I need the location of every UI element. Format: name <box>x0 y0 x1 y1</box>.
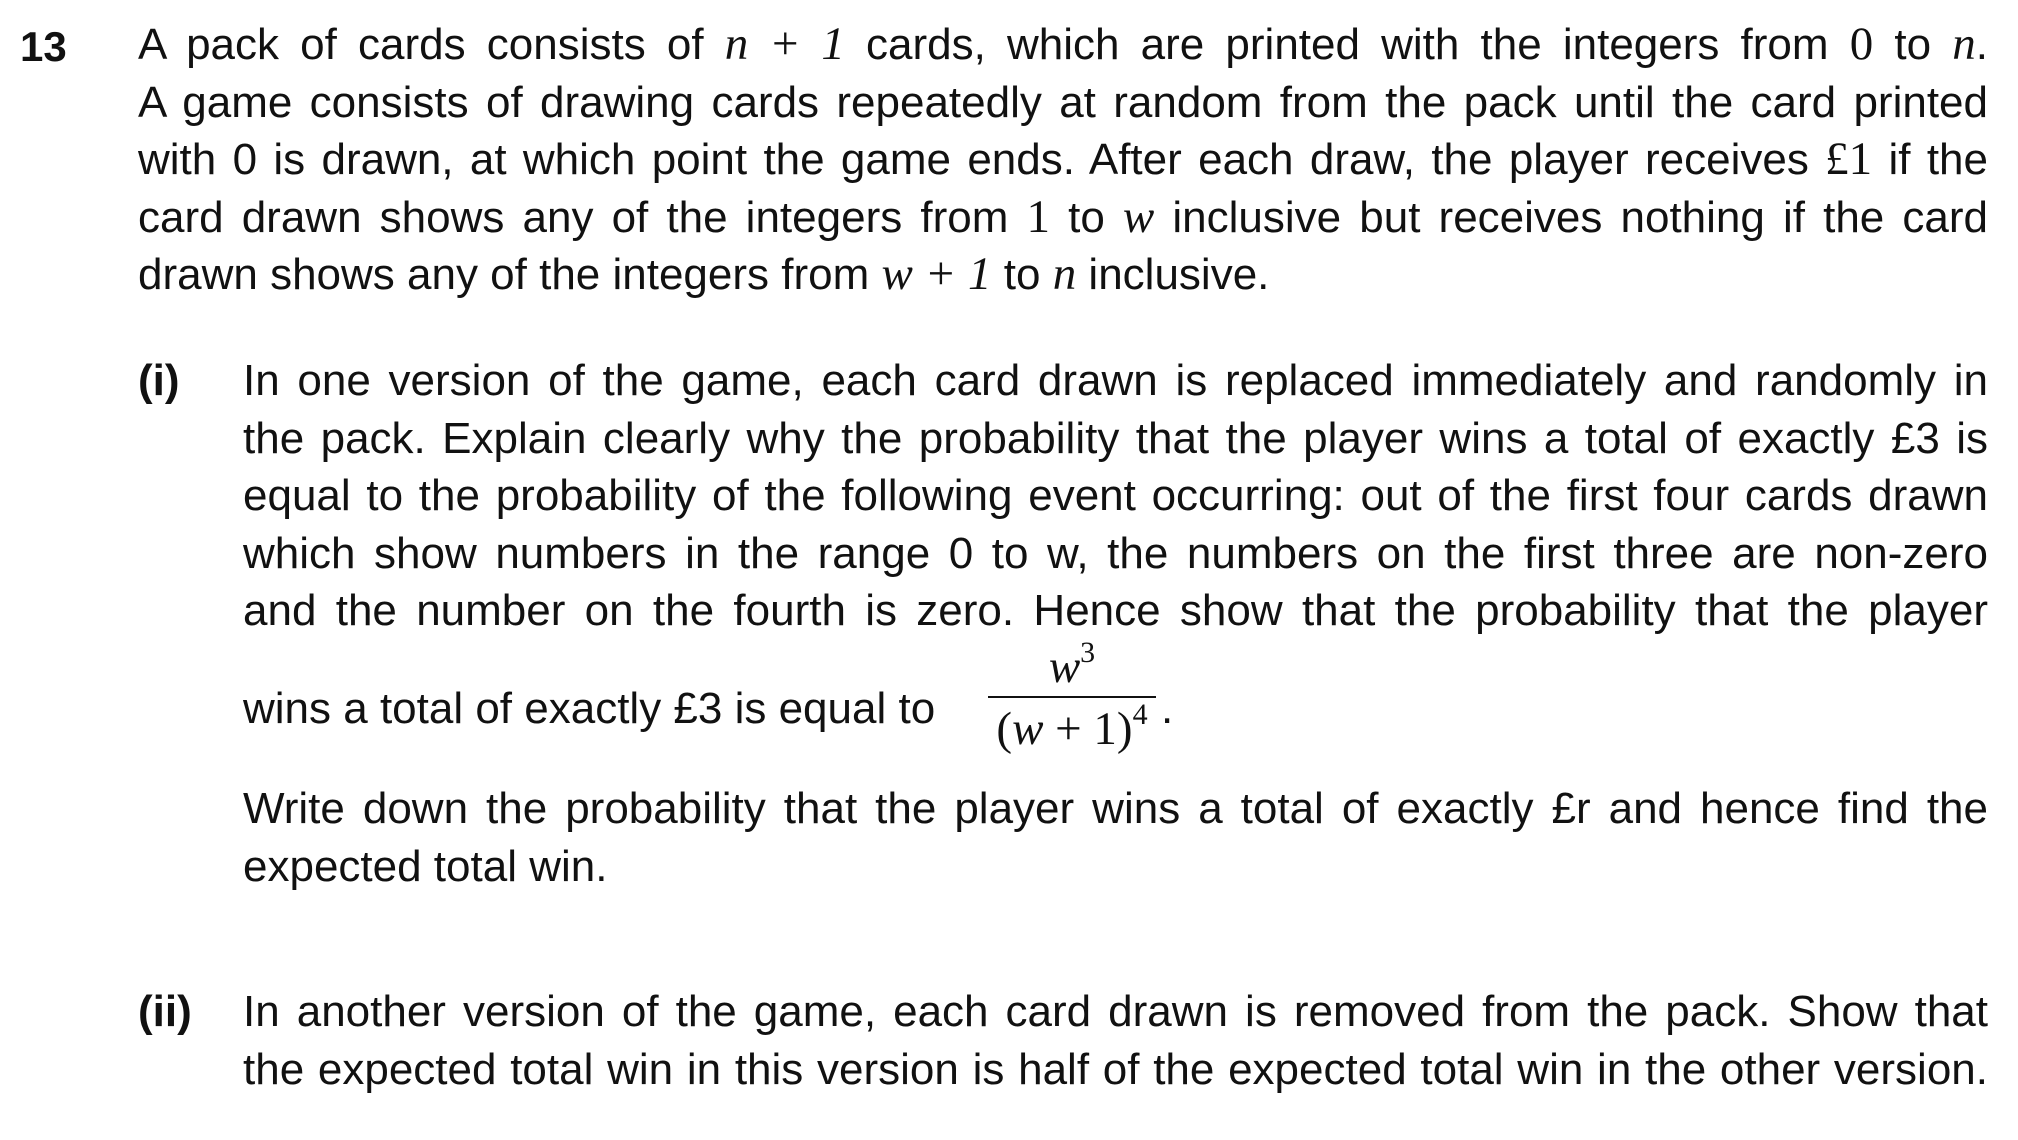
part-ii-body <box>243 983 1988 1098</box>
question-intro <box>138 16 1988 304</box>
part-i-para2-line-1: Write down the probability that the player wins a total of exactly £r and hence find the <box>243 784 1988 833</box>
part-ii-line-2: the expected total win in this version is half of the expected total win in the other version. <box>243 1044 1988 1094</box>
part-i-para2-line-2: expected total win. <box>243 841 608 891</box>
math-pound-1: £1 <box>1825 133 1873 185</box>
part-i-line-4: which show numbers in the range 0 to w, the numbers on the first three are non-zero <box>243 528 1988 578</box>
part-i-line-2: the pack. Explain clearly why the probability that the player wins a total of exactly £3 is <box>243 413 1988 463</box>
probability-fraction <box>988 635 1156 756</box>
fraction-bar <box>988 696 1156 698</box>
math-n-plus-1: n + 1 <box>724 18 845 70</box>
part-i-second-paragraph <box>243 780 1988 895</box>
question-number: 13 <box>20 23 67 70</box>
part-i-body <box>243 352 1988 770</box>
part-i-fraction-pre: wins a total of exactly £3 is equal to <box>243 683 936 733</box>
intro-line-4: card drawn shows any of the integers from 1 to w inclusive but receives nothing if the card <box>138 190 1988 243</box>
fraction-denominator: $(w + 1)^4$ <box>996 697 1148 755</box>
part-i-line-5: and the number on the fourth is zero. Hence show that the probability that the player <box>243 586 1988 635</box>
intro-line-2: A game consists of drawing cards repeatedly at random from the pack until the card printed <box>138 77 1988 127</box>
part-ii-line-1: In another version of the game, each card drawn is removed from the pack. Show that <box>243 987 1988 1036</box>
part-i-line-1: In one version of the game, each card drawn is replaced immediately and randomly in <box>243 356 1988 405</box>
fraction-period: . <box>1161 683 1174 733</box>
part-i-fraction-line <box>243 635 1988 770</box>
intro-line-1: A pack of cards consists of n + 1 cards, which are printed with the integers from 0 to n. <box>138 18 1988 70</box>
intro-line-5: drawn shows any of the integers from w + 1 to n inclusive. <box>138 248 1270 300</box>
part-i-label: (i) <box>138 356 180 405</box>
intro-line-3: with 0 is drawn, at which point the game ends. After each draw, the player receives £1 if the <box>138 133 1988 185</box>
fraction-numerator: $w^3$ <box>1048 635 1096 693</box>
part-ii-label: (ii) <box>138 987 192 1036</box>
part-i-line-3: equal to the probability of the following event occurring: out of the first four cards drawn <box>243 471 1988 520</box>
